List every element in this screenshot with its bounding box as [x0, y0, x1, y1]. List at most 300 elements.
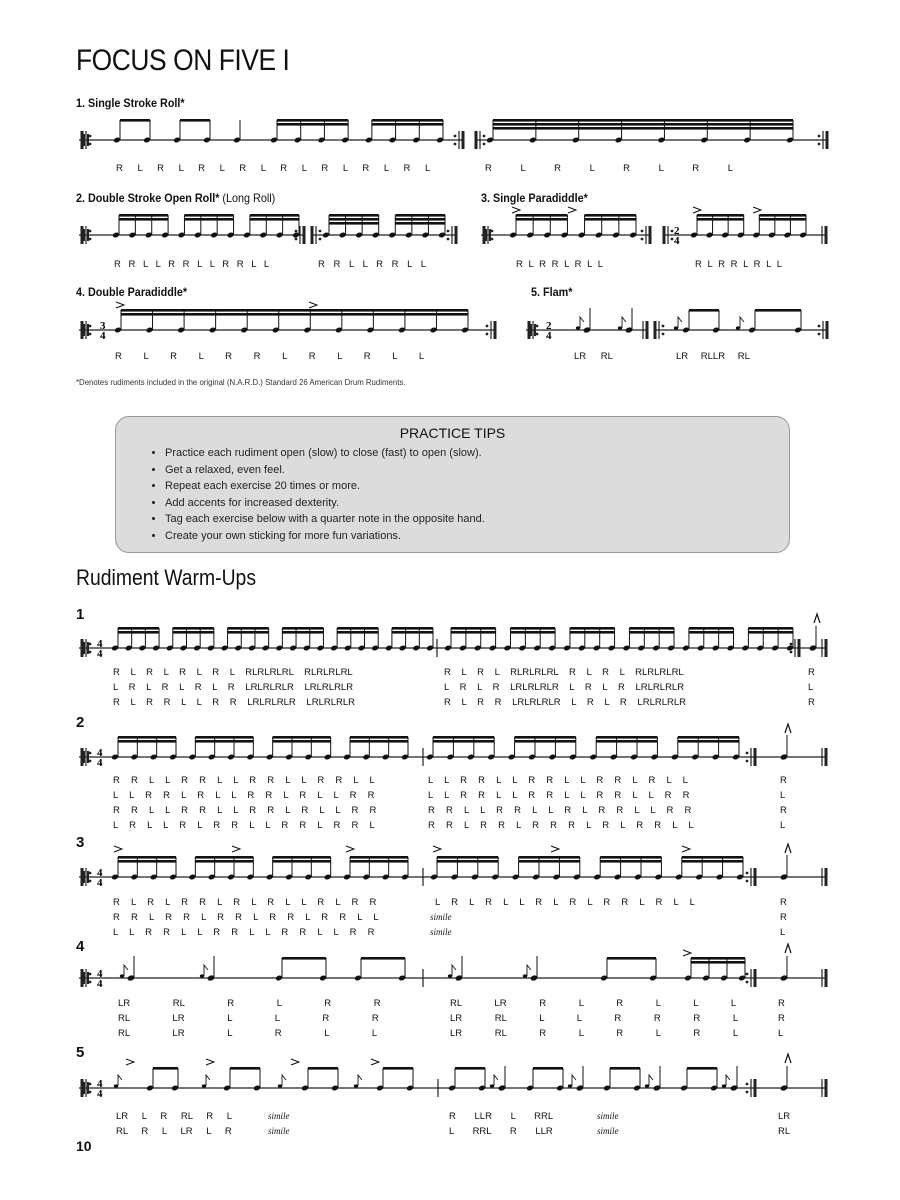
ex1-row2-m1: L R L R L R L R LRLRLRLR LRLRLRLR [113, 682, 354, 693]
sticking-r4: R L R L R R L R L R L L [115, 351, 425, 362]
marcato-mark [785, 1054, 791, 1063]
ex1-row3-end: R [808, 697, 815, 708]
beam [383, 1067, 413, 1070]
exercise-number-4: 4 [76, 938, 85, 955]
repeat-dot [89, 760, 92, 763]
accent-mark [371, 1059, 379, 1065]
beam [230, 1067, 260, 1070]
beam [748, 631, 793, 634]
ex3-row2-m1: R R L R R L R R L R R L R R L L [113, 912, 379, 923]
beam [228, 631, 269, 634]
repeat-dot [454, 135, 457, 138]
repeat-dot [536, 333, 539, 336]
grace-note [568, 1084, 572, 1087]
repeat-dot [89, 880, 92, 883]
beam [372, 119, 443, 122]
repeat-dot [491, 238, 494, 241]
grace-note-stem [527, 965, 531, 976]
ex4-row2-m1: RL LR L L R R [118, 1013, 379, 1024]
beam [533, 1067, 563, 1070]
time-signature: 4 [97, 638, 103, 650]
time-signature: 4 [100, 330, 106, 342]
page-number: 10 [76, 1138, 92, 1154]
accent-mark [309, 302, 317, 308]
beam [395, 218, 445, 221]
ex2-row2-end: L [780, 790, 786, 801]
beam [682, 856, 743, 859]
rudiment-label-2: 2. Double Stroke Open Roll* (Long Roll) [76, 191, 276, 205]
rudiment-label-5: 5. Flam* [531, 285, 573, 299]
ex2-row4-end: L [780, 820, 786, 831]
repeat-dot [89, 872, 92, 875]
ex5-row2-m2: L RRL R LLR [449, 1126, 553, 1137]
repeat-dot [818, 135, 821, 138]
grace-note [490, 1084, 494, 1087]
ex3-row3-end: L [780, 927, 786, 938]
beam [372, 123, 443, 126]
beam [350, 860, 408, 863]
ex3-row3-m1: L L R R L L R R L L R R L L R R [113, 927, 375, 938]
accent-mark [753, 207, 761, 213]
repeat-dot [818, 143, 821, 146]
grace-note [120, 974, 124, 977]
ex1-row1-end: R [808, 667, 815, 678]
grace-note-stem [124, 965, 128, 976]
ex3-row1-m2: L R L R L L R L R L R R L R L L [435, 897, 695, 908]
beam [759, 214, 806, 217]
beam [516, 214, 567, 217]
grace-note [674, 326, 678, 329]
ex2-row3-m2: R R L L R R L L R L R R L L R R [428, 805, 692, 816]
marcato-mark [814, 614, 820, 623]
simile-marking: simile [597, 1111, 619, 1121]
beam [350, 736, 408, 739]
beam [277, 119, 348, 122]
ex4-row2-m2: LR RL L L R R R L [450, 1013, 739, 1024]
ex5-row2-end: RL [778, 1126, 791, 1137]
grace-note-stem [580, 317, 584, 328]
sticking-r3b: R L R R L R L L [695, 259, 782, 270]
grace-note-stem [494, 1075, 498, 1086]
repeat-dot [746, 981, 749, 984]
sticking-r1a: R L R L R L R L R L R L R L R L [116, 163, 431, 174]
ex1-row3-m1: R L R R L L R R LRLRLRLR LRLRLRLR [113, 697, 356, 708]
ex2-row4-m2: R R L R R L R R R L R L R R L L [428, 820, 694, 831]
accent-mark [346, 846, 354, 852]
ex2-row2-m2: L L R R L L R R L L R R L L R R [428, 790, 690, 801]
beam [184, 218, 233, 221]
repeat-dot [89, 143, 92, 146]
beam [451, 631, 496, 634]
repeat-dot [746, 1083, 749, 1086]
beam [121, 313, 468, 316]
time-signature: 4 [97, 978, 103, 990]
ex3-row2-end: R [780, 912, 787, 923]
ex4-row3-m1: RL LR L R L L [118, 1028, 378, 1039]
beam [118, 631, 159, 634]
beam [519, 860, 580, 863]
repeat-dot [671, 238, 674, 241]
beam [173, 627, 214, 630]
simile-marking: simile [597, 1126, 619, 1136]
beam [361, 957, 405, 960]
beam [437, 856, 498, 859]
grace-note-stem [282, 1075, 286, 1086]
tip-item: • Practice each rudiment open (slow) to close (fast) to open (slow). [165, 445, 485, 462]
beam [748, 627, 793, 630]
simile-marking: simile [268, 1111, 290, 1121]
beam [570, 631, 615, 634]
repeat-dot [671, 230, 674, 233]
repeat-dot [295, 230, 298, 233]
ex4-row1-end: R [778, 998, 785, 1009]
ex5-row1-m1: LR L R RL R L [116, 1111, 233, 1122]
repeat-dot [491, 230, 494, 233]
beam [153, 1067, 178, 1070]
beam [697, 218, 744, 221]
rudiment-label-1: 1. Single Stroke Roll* [76, 96, 185, 110]
ex1-row1-m2: R L R L RLRLRLRL R L R L RLRLRLRL [444, 667, 684, 678]
repeat-dot [746, 973, 749, 976]
beam [596, 736, 657, 739]
beam [455, 1067, 485, 1070]
accent-mark [682, 846, 690, 852]
ex5-row2-m1: RL R L LR L R [116, 1126, 232, 1137]
beam [759, 218, 806, 221]
warmups-title: Rudiment Warm-Ups [76, 565, 257, 590]
exercise-number-5: 5 [76, 1044, 85, 1061]
grace-note [202, 1084, 206, 1087]
repeat-dot [89, 981, 92, 984]
accent-mark [683, 950, 691, 956]
ex5-row1-end: LR [778, 1111, 791, 1122]
grace-note [618, 326, 622, 329]
beam [308, 1067, 338, 1070]
ex3-row1-m1: R L R L R R L R L R L L R L R R [113, 897, 377, 908]
beam [250, 214, 299, 217]
beam [119, 214, 168, 217]
repeat-dot [483, 143, 486, 146]
repeat-dot [89, 1091, 92, 1094]
time-signature: 2 [674, 225, 680, 237]
beam [678, 740, 739, 743]
repeat-dot [454, 143, 457, 146]
repeat-dot [319, 238, 322, 241]
repeat-dot [818, 325, 821, 328]
beam [195, 856, 253, 859]
sticking-r2a: R R L L R R L L R R L L [114, 259, 270, 270]
beam [329, 218, 379, 221]
beam [682, 860, 743, 863]
beam [337, 627, 378, 630]
beam [282, 957, 326, 960]
beam [600, 860, 661, 863]
exercise-number-2: 2 [76, 714, 85, 731]
beam [180, 119, 210, 122]
beam [689, 627, 734, 630]
beam [493, 119, 793, 122]
beam [691, 961, 745, 964]
beam [395, 222, 445, 225]
grace-note-stem [678, 317, 682, 328]
time-signature: 4 [97, 1078, 103, 1090]
sticking-r5a: LR RL [574, 351, 613, 362]
beam [510, 627, 555, 630]
beam [689, 309, 719, 312]
beam [228, 627, 269, 630]
beam [329, 214, 379, 217]
accent-mark [693, 207, 701, 213]
ex2-row3-m1: R R L L R R L L R R L R L L R R [113, 805, 377, 816]
grace-note [114, 1084, 118, 1087]
repeat-dot [89, 333, 92, 336]
beam [273, 856, 331, 859]
beam [350, 740, 408, 743]
beam [273, 740, 331, 743]
beam [437, 860, 498, 863]
grace-note [722, 1084, 726, 1087]
grace-note [354, 1084, 358, 1087]
grace-note-stem [206, 1075, 210, 1086]
tip-item: • Add accents for increased dexterity. [165, 495, 485, 512]
repeat-dot [89, 973, 92, 976]
repeat-dot [790, 651, 793, 654]
grace-note-stem [726, 1075, 730, 1086]
beam [119, 218, 168, 221]
grace-note [523, 974, 527, 977]
repeat-dot [536, 325, 539, 328]
simile-marking: simile [268, 1126, 290, 1136]
rudiment-label-4: 4. Double Paradiddle* [76, 285, 188, 299]
grace-note-stem [204, 965, 208, 976]
repeat-dot [746, 760, 749, 763]
tip-item: • Repeat each exercise 20 times or more. [165, 478, 485, 495]
grace-note-stem [118, 1075, 122, 1086]
repeat-dot [662, 333, 665, 336]
accent-mark [206, 1059, 214, 1065]
grace-note-stem [740, 317, 744, 328]
beam [610, 1067, 640, 1070]
repeat-dot [662, 325, 665, 328]
ex2-row1-end: R [780, 775, 787, 786]
ex2-row3-end: R [780, 805, 787, 816]
beam [433, 740, 494, 743]
repeat-dot [89, 643, 92, 646]
rudiment-label-3: 3. Single Paradiddle* [481, 191, 588, 205]
beam [687, 1067, 717, 1070]
beam [173, 631, 214, 634]
exercise-number-3: 3 [76, 834, 85, 851]
beam [195, 740, 253, 743]
beam [600, 856, 661, 859]
ex2-row2-m1: L L R R L R L L R R L R L L R R [113, 790, 375, 801]
tip-item: • Get a relaxed, even feel. [165, 462, 485, 479]
repeat-dot [319, 230, 322, 233]
beam [118, 627, 159, 630]
ex1-row1-m1: R L R L R L R L RLRLRLRL RLRLRLRL [113, 667, 353, 678]
repeat-dot [790, 643, 793, 646]
ex2-row1-m1: R R L L R R L L R R L L R R L L [113, 775, 375, 786]
beam [510, 631, 555, 634]
ex4-row1-m1: LR RL R L R R [118, 998, 381, 1009]
grace-note [736, 326, 740, 329]
grace-note-stem [358, 1075, 362, 1086]
beam [570, 627, 615, 630]
time-signature: 4 [546, 330, 552, 342]
time-signature: 4 [97, 747, 103, 759]
grace-note-stem [572, 1075, 576, 1086]
beam [392, 631, 433, 634]
beam [329, 222, 379, 225]
beam [118, 736, 176, 739]
simile-marking: simile [430, 912, 452, 922]
beam [493, 123, 793, 126]
ex4-row1-m2: RL LR R L R L L L [450, 998, 737, 1009]
repeat-dot [746, 1091, 749, 1094]
grace-note [278, 1084, 282, 1087]
beam [515, 740, 576, 743]
beam [277, 123, 348, 126]
beam [250, 218, 299, 221]
beam [118, 860, 176, 863]
ex2-row4-m1: L R L L R L R R L L R R L R R L [113, 820, 375, 831]
time-signature: 4 [674, 235, 680, 247]
tip-item: • Tag each exercise below with a quarter note in the opposite hand. [165, 511, 485, 528]
sticking-r3a: R L R R L R L L [516, 259, 603, 270]
ex2-row1-m2: L L R R L L R R L L R R L R L L [428, 775, 688, 786]
ex3-row1-end: R [780, 897, 787, 908]
marcato-mark [785, 724, 791, 733]
beam [755, 309, 801, 312]
time-signature: 4 [97, 1088, 103, 1100]
beam [118, 856, 176, 859]
sticking-r5b: LR RLLR RL [676, 351, 750, 362]
beam [689, 631, 734, 634]
accent-mark [116, 302, 124, 308]
beam [433, 736, 494, 739]
grace-note-stem [452, 965, 456, 976]
beam [282, 631, 323, 634]
beam [195, 736, 253, 739]
beam [273, 736, 331, 739]
repeat-dot [447, 230, 450, 233]
repeat-dot [89, 752, 92, 755]
repeat-dot [483, 135, 486, 138]
repeat-dot [89, 1083, 92, 1086]
grace-note-stem [649, 1075, 653, 1086]
time-signature: 4 [97, 968, 103, 980]
time-signature: 4 [97, 648, 103, 660]
beam [629, 631, 674, 634]
repeat-dot [486, 325, 489, 328]
repeat-dot [746, 752, 749, 755]
marcato-mark [785, 844, 791, 853]
page-title: FOCUS ON FIVE I [76, 44, 290, 77]
beam [273, 860, 331, 863]
repeat-dot [641, 230, 644, 233]
beam [691, 957, 745, 960]
grace-note [576, 326, 580, 329]
beam [195, 860, 253, 863]
grace-note [448, 974, 452, 977]
beam [350, 856, 408, 859]
marcato-mark [785, 944, 791, 953]
ex1-row2-m2: L R L R LRLRLRLR L R L R LRLRLRLR [444, 682, 685, 693]
beam [282, 627, 323, 630]
time-signature: 4 [97, 757, 103, 769]
beam [395, 214, 445, 217]
repeat-dot [89, 651, 92, 654]
ex4-row3-m2: LR RL R L R L R L [450, 1028, 739, 1039]
ex1-row3-m2: R L R R LRLRLRLR L R L R LRLRLRLR [444, 697, 687, 708]
beam [585, 214, 636, 217]
beam [629, 627, 674, 630]
ex1-row2-end: L [808, 682, 814, 693]
grace-note [645, 1084, 649, 1087]
accent-mark [126, 1059, 134, 1065]
time-signature: 4 [97, 877, 103, 889]
tip-item: • Create your own sticking for more fun variations. [165, 528, 485, 545]
ex5-row1-m2: R LLR L RRL [449, 1111, 554, 1122]
beam [515, 736, 576, 739]
beam [516, 218, 567, 221]
repeat-dot [295, 238, 298, 241]
beam [120, 119, 150, 122]
beam [121, 309, 468, 312]
time-signature: 4 [97, 867, 103, 879]
beam [118, 740, 176, 743]
exercise-number-1: 1 [76, 606, 85, 623]
accent-mark [232, 846, 240, 852]
repeat-dot [746, 880, 749, 883]
time-signature: 2 [546, 320, 552, 332]
beam [184, 214, 233, 217]
beam [519, 856, 580, 859]
beam [585, 218, 636, 221]
beam [493, 127, 793, 130]
accent-mark [512, 207, 520, 213]
accent-mark [291, 1059, 299, 1065]
beam [607, 957, 656, 960]
ex4-row3-end: L [778, 1028, 784, 1039]
ex4-row2-end: R [778, 1013, 785, 1024]
repeat-dot [641, 238, 644, 241]
accent-mark [433, 846, 441, 852]
repeat-dot [447, 238, 450, 241]
accent-mark [551, 846, 559, 852]
time-signature: 3 [100, 320, 106, 332]
accent-mark [568, 207, 576, 213]
simile-marking: simile [430, 927, 452, 937]
practice-tips-heading: PRACTICE TIPS [399, 425, 506, 441]
beam [678, 736, 739, 739]
sticking-r2b: R R L L R R L L [318, 259, 426, 270]
repeat-dot [89, 230, 92, 233]
beam [392, 627, 433, 630]
accent-mark [114, 846, 122, 852]
repeat-dot [89, 238, 92, 241]
footnote: *Denotes rudiments included in the original (N.A.R.D.) Standard 26 American Drum Rudiments. [76, 377, 406, 387]
grace-note [200, 974, 204, 977]
repeat-dot [818, 333, 821, 336]
repeat-dot [486, 333, 489, 336]
beam [697, 214, 744, 217]
beam [337, 631, 378, 634]
sticking-r1b: R L R L R L R L [485, 163, 733, 174]
repeat-dot [89, 325, 92, 328]
beam [596, 740, 657, 743]
repeat-dot [746, 872, 749, 875]
